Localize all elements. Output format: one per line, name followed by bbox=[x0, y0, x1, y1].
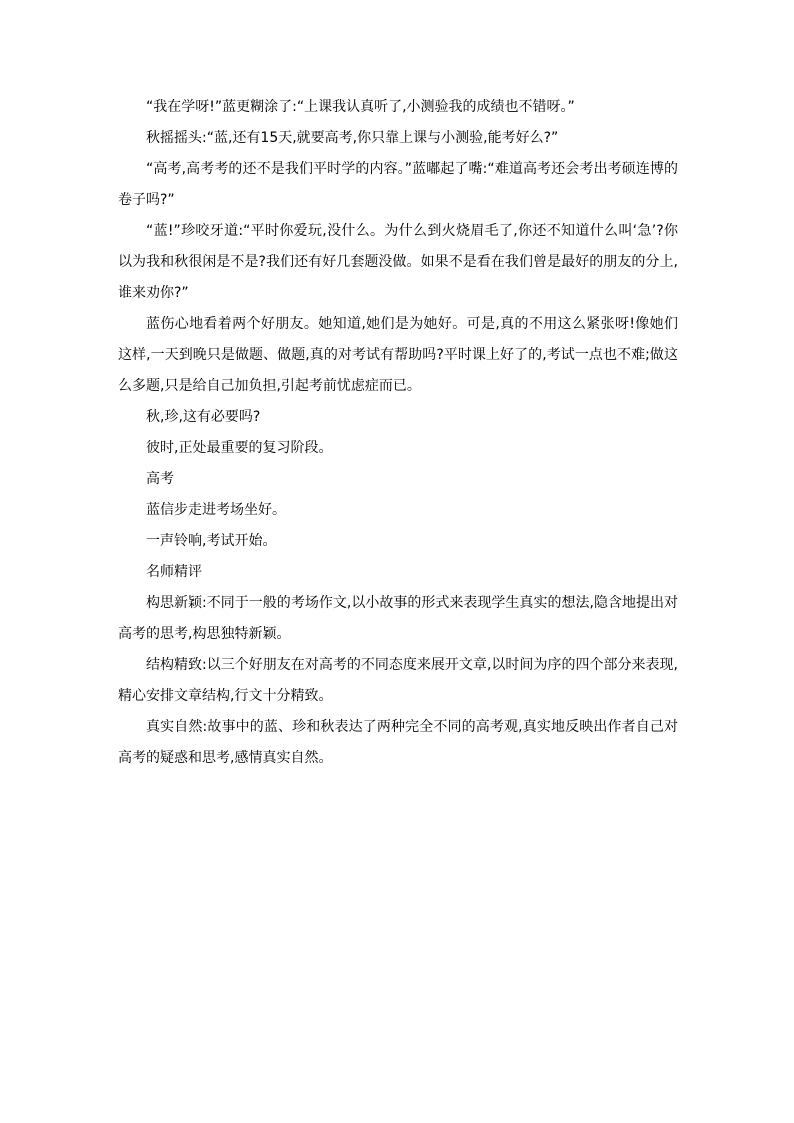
paragraph-qiu-shakes-head: 秋摇摇头:“蓝,还有15天,就要高考,你只靠上课与小测验,能考好么?” bbox=[146, 130, 559, 146]
paragraph-lan-confused: “我在学呀!”蓝更糊涂了:“上课我认真听了,小测验我的成绩也不错呀。” bbox=[146, 99, 575, 115]
section-heading-gaokao: 高考 bbox=[146, 471, 174, 487]
paragraph-exam-begins: 一声铃响,考试开始。 bbox=[146, 533, 277, 549]
review-novel-concept: 构思新颖:不同于一般的考场作文,以小故事的形式来表现学生真实的想法,隐含地提出对高考的思考,构思独特新颖。 bbox=[118, 595, 678, 642]
document-body bbox=[118, 92, 678, 774]
review-authenticity: 真实自然:故事中的蓝、珍和秋表达了两种完全不同的高考观,真实地反映出作者自己对高考的疑惑和思考,感情真实自然。 bbox=[118, 719, 678, 766]
paragraph-lan-pouts: “高考,高考考的还不是我们平时学的内容。”蓝嘟起了嘴:“难道高考还会考出考硕连博的卷子吗?” bbox=[118, 161, 678, 208]
paragraph-lan-sad: 蓝伤心地看着两个好朋友。她知道,她们是为她好。可是,真的不用这么紧张呀!像她们这样,一天到晚只是做题、做题,真的对考试有帮助吗?平时课上好了的,考试一点也不难;做这么多题,只是给自己加负担,引起考前忧虑症而已。 bbox=[118, 316, 678, 394]
paragraph-question: 秋,珍,这有必要吗? bbox=[146, 409, 261, 425]
paragraph-review-stage: 彼时,正处最重要的复习阶段。 bbox=[146, 440, 333, 456]
paragraph-zhen-scolds: “蓝!”珍咬牙道:“平时你爱玩,没什么。为什么到火烧眉毛了,你还不知道什么叫‘急’?你以为我和秋很闲是不是?我们还有好几套题没做。如果不是看在我们曾是最好的朋友的分上,谁来劝你?” bbox=[118, 223, 678, 301]
section-heading-teacher-review: 名师精评 bbox=[146, 564, 202, 580]
paragraph-enter-exam: 蓝信步走进考场坐好。 bbox=[146, 502, 286, 518]
review-structure: 结构精致:以三个好朋友在对高考的不同态度来展开文章,以时间为序的四个部分来表现,精心安排文章结构,行文十分精致。 bbox=[118, 657, 678, 704]
